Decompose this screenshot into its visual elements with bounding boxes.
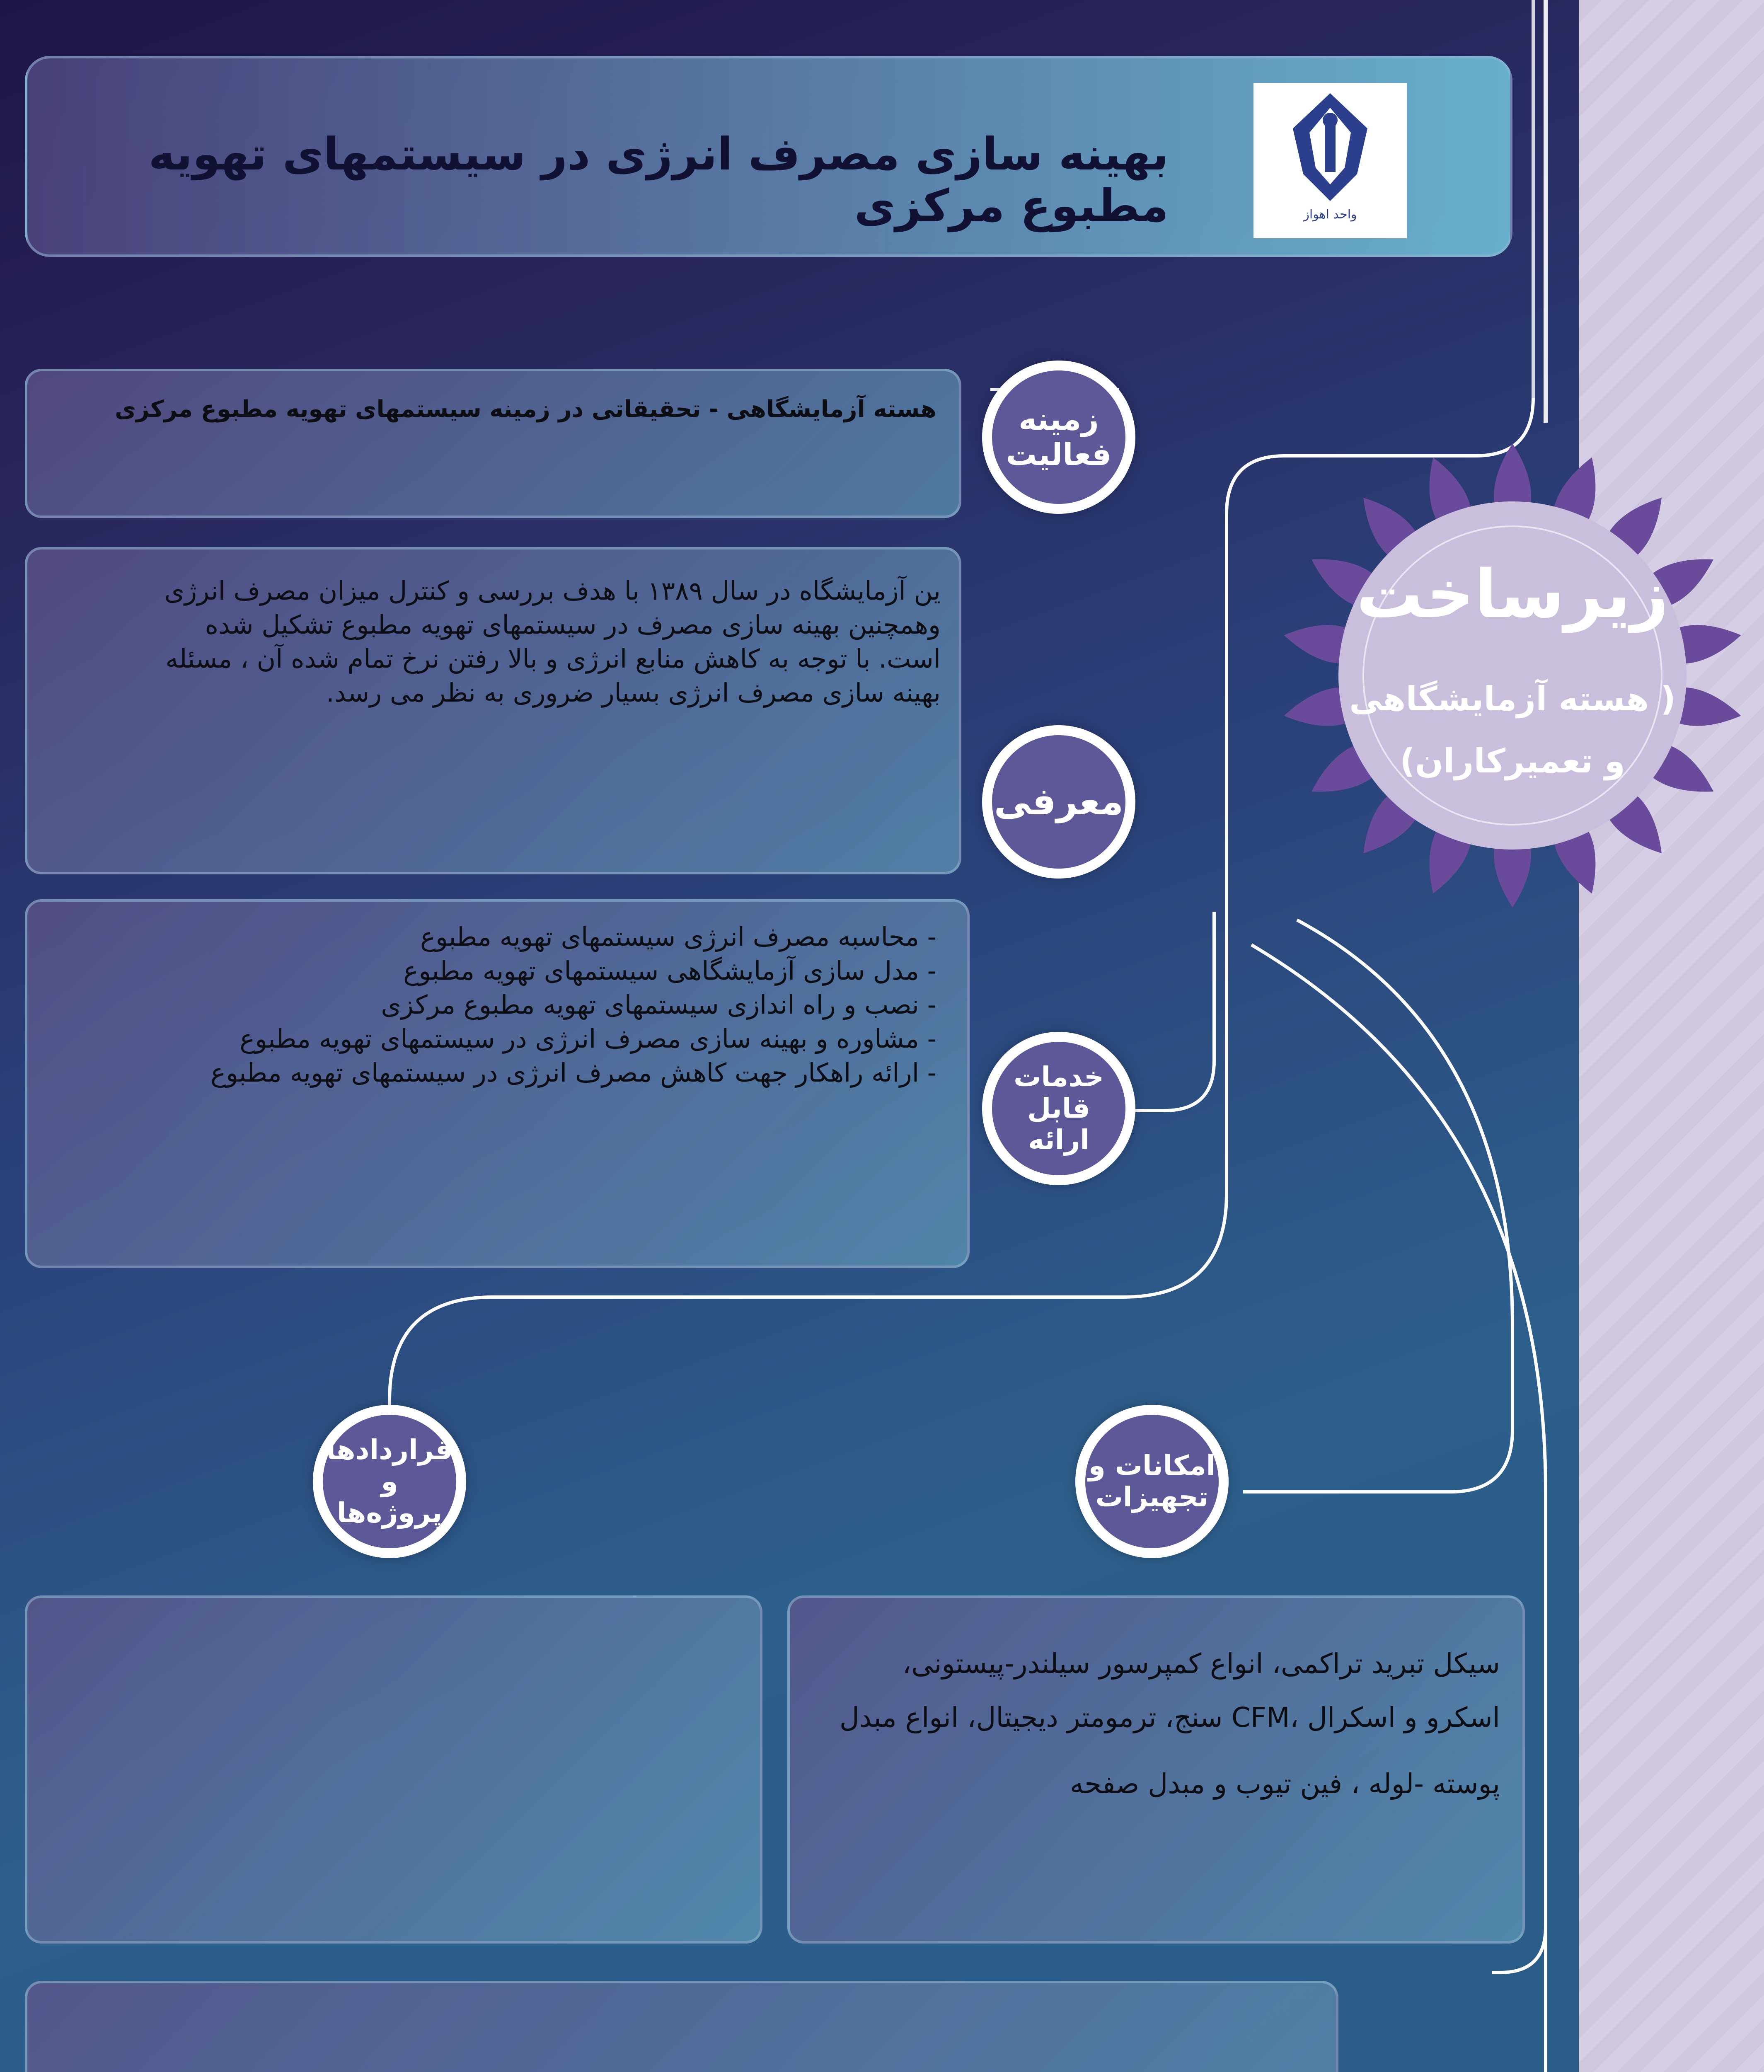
intro-text <box>58 574 941 710</box>
page-title: بهینه سازی مصرف انرژی در سیستمهای تهویه مطبوع مرکزی <box>148 128 1169 232</box>
contracts-badge-line2: پروژه‌ها <box>336 1496 443 1529</box>
equipment-badge-line1: امکانات و <box>1088 1450 1216 1482</box>
equipment-text <box>812 1637 1500 1811</box>
intro-badge-label: معرفی <box>994 780 1124 824</box>
intro-badge <box>982 725 1135 879</box>
infrastructure-subtitle-line1: ( هسته آزمایشگاهی <box>1349 680 1676 718</box>
intro-line: بهینه سازی مصرف انرژی بسیار ضروری به نظر می رسد. <box>326 678 941 708</box>
logo-caption: واحد اهواز <box>1303 207 1357 222</box>
services-item: - ارائه راهکار جهت کاهش مصرف انرژی در سیستمهای تهویه مطبوع <box>210 1058 936 1088</box>
services-list <box>50 920 936 1090</box>
services-badge <box>982 1032 1135 1185</box>
services-item: - مشاوره و بهینه سازی مصرف انرژی در سیستمهای تهویه مطبوع <box>240 1024 936 1054</box>
services-item: - مدل سازی آزمایشگاهی سیستمهای تهویه مطبوع <box>403 956 936 986</box>
services-badge-line1: خدمات <box>1014 1061 1104 1093</box>
infrastructure-subtitle-line2: و تعمیرکاران) <box>1400 742 1625 780</box>
services-item: - محاسبه مصرف انرژی سیستمهای تهویه مطبوع <box>420 922 936 952</box>
activity-badge <box>982 361 1135 514</box>
equipment-line: پوسته -لوله ، فین تیوب و مبدل صفحه <box>1070 1768 1500 1800</box>
contracts-panel <box>25 1595 762 1944</box>
equipment-badge-line2: تجهیزات <box>1095 1481 1209 1513</box>
activity-text: هسته آزمایشگاهی - تحقیقاتی در زمینه سیستمهای تهویه مطبوع مرکزی <box>114 396 936 423</box>
activity-badge-line1: زمینه <box>1019 401 1099 437</box>
infrastructure-flower <box>1268 431 1757 920</box>
infrastructure-title: زیرساخت <box>1356 555 1669 633</box>
equipment-line: سیکل تبرید تراکمی، انواع کمپرسور سیلندر-پیستونی، <box>902 1648 1500 1680</box>
intro-line: است. با توجه به کاهش منابع انرژی و بالا رفتن نرخ تمام شده آن ، مسئله <box>165 644 941 674</box>
contracts-badge <box>313 1405 466 1558</box>
activity-badge-line2: فعالیت <box>1006 437 1112 472</box>
licenses-panel <box>25 1981 1338 2072</box>
intro-line: ین آزمایشگاه در سال ۱۳۸۹ با هدف بررسی و کنترل میزان مصرف انرژی <box>164 576 941 606</box>
contracts-badge-line1: قراردادها و <box>326 1434 453 1498</box>
services-badge-line2: قابل ارائه <box>1027 1092 1090 1156</box>
services-item: - نصب و راه اندازی سیستمهای تهویه مطبوع مرکزی <box>381 990 936 1020</box>
equipment-badge <box>1075 1405 1229 1558</box>
activity-panel <box>25 369 961 518</box>
university-logo <box>1253 83 1407 238</box>
equipment-line: اسکرو و اسکرال ،CFM سنج، ترمومتر دیجیتال، انواع مبدل <box>839 1702 1500 1733</box>
intro-line: وهمچنین بهینه سازی مصرف در سیستمهای تهویه مطبوع تشکیل شده <box>205 610 941 640</box>
flower-center <box>1338 501 1687 850</box>
